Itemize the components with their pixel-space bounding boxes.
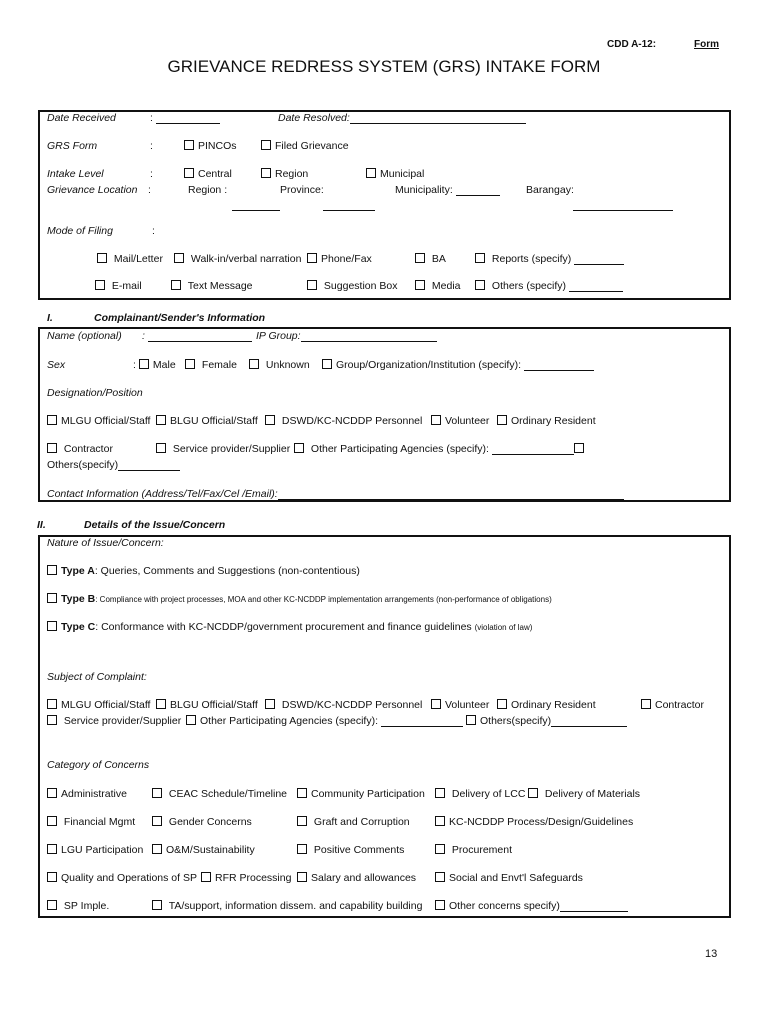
sex-group[interactable]: Group/Organization/Institution (specify): (322, 359, 594, 371)
location-barangay: Barangay: (526, 184, 574, 196)
checkbox[interactable] (156, 699, 166, 709)
checkbox[interactable] (322, 359, 332, 369)
category-graft[interactable]: Graft and Corruption (297, 816, 410, 828)
checkbox[interactable] (431, 415, 441, 425)
category-om[interactable]: O&M/Sustainability (152, 844, 255, 856)
checkbox[interactable] (184, 168, 194, 178)
mode-phone-fax[interactable]: Phone/Fax (307, 253, 372, 265)
checkbox[interactable] (249, 359, 259, 369)
checkbox[interactable] (47, 621, 57, 631)
sex-label: Sex (47, 359, 66, 371)
mode-reports[interactable]: Reports (specify) (475, 253, 624, 265)
section-2-number: II. (37, 519, 46, 531)
category-delivery-materials[interactable]: Delivery of Materials (528, 788, 640, 800)
category-administrative[interactable]: Administrative (47, 788, 127, 800)
subject-blgu[interactable]: BLGU Official/Staff (156, 699, 258, 711)
form-code: CDD A-12: (607, 39, 657, 50)
name-field[interactable]: : (142, 330, 252, 342)
intake-level-label: Intake Level (47, 168, 104, 180)
checkbox[interactable] (294, 443, 304, 453)
checkbox[interactable] (184, 140, 194, 150)
checkbox[interactable] (261, 168, 271, 178)
ip-group-label: IP Group: (256, 330, 437, 342)
checkbox[interactable] (47, 699, 57, 709)
barangay-field[interactable] (573, 199, 673, 211)
category-positive-comments[interactable]: Positive Comments (297, 844, 404, 856)
designation-contractor[interactable]: Contractor (47, 443, 113, 455)
section-2-heading: Details of the Issue/Concern (84, 519, 226, 531)
checkbox[interactable] (185, 359, 195, 369)
location-province: Province: (280, 184, 324, 196)
name-label: Name (optional) (47, 330, 122, 342)
section-1-heading: Complainant/Sender's Information (94, 312, 266, 324)
checkbox[interactable] (186, 715, 196, 725)
mode-others[interactable]: Others (specify) (475, 280, 623, 292)
checkbox[interactable] (139, 359, 149, 369)
category-kc-process[interactable]: KC-NCDDP Process/Design/Guidelines (435, 816, 633, 828)
mode-suggestion-box[interactable]: Suggestion Box (307, 280, 397, 292)
mode-text-message[interactable]: Text Message (171, 280, 253, 292)
checkbox[interactable] (47, 593, 57, 603)
location-municipality: Municipality: (395, 184, 500, 196)
central-option[interactable]: Central (184, 168, 232, 180)
designation-volunteer[interactable]: Volunteer (431, 415, 489, 427)
checkbox[interactable] (156, 415, 166, 425)
checkbox[interactable] (641, 699, 651, 709)
designation-others-checkbox[interactable] (574, 443, 588, 455)
form-label: Form (694, 39, 719, 50)
subject-other-agencies[interactable]: Other Participating Agencies (specify): (186, 715, 463, 727)
region-option[interactable]: Region (261, 168, 308, 180)
designation-service-provider[interactable]: Service provider/Supplier (156, 443, 290, 455)
location-region: Region : (188, 184, 228, 196)
category-rfr[interactable]: RFR Processing (201, 872, 291, 884)
category-safeguards[interactable]: Social and Envt'l Safeguards (435, 872, 583, 884)
designation-dswd[interactable]: DSWD/KC-NCDDP Personnel (265, 415, 422, 427)
date-received-label: Date Received (47, 112, 116, 124)
subject-dswd[interactable]: DSWD/KC-NCDDP Personnel (265, 699, 422, 711)
date-received-field[interactable]: : (150, 112, 220, 124)
subject-label: Subject of Complaint: (47, 671, 147, 683)
checkbox[interactable] (265, 415, 275, 425)
checkbox[interactable] (47, 443, 57, 453)
designation-blgu[interactable]: BLGU Official/Staff (156, 415, 258, 427)
category-gender[interactable]: Gender Concerns (152, 816, 252, 828)
checkbox[interactable] (152, 844, 162, 854)
section-1-number: I. (47, 312, 53, 324)
checkbox[interactable] (47, 565, 57, 575)
checkbox[interactable] (297, 844, 307, 854)
nature-label: Nature of Issue/Concern: (47, 537, 164, 549)
type-b-option[interactable]: Type B: Compliance with project processes, MOA and other KC-NCDDP implementation arrangements (non-performance of obligations) (47, 593, 552, 605)
checkbox[interactable] (95, 280, 105, 290)
checkbox[interactable] (431, 699, 441, 709)
mode-walk-in[interactable]: Walk-in/verbal narration (174, 253, 301, 265)
checkbox[interactable] (366, 168, 376, 178)
designation-label: Designation/Position (47, 387, 143, 399)
category-label: Category of Concerns (47, 759, 150, 771)
sex-male[interactable]: : Male (133, 359, 176, 371)
checkbox[interactable] (47, 872, 57, 882)
category-lgu[interactable]: LGU Participation (47, 844, 143, 856)
category-procurement[interactable]: Procurement (435, 844, 512, 856)
region-field[interactable] (232, 199, 280, 211)
checkbox[interactable] (47, 900, 57, 910)
grs-form-label: GRS Form (47, 140, 98, 152)
grievance-location-label: Grievance Location (47, 184, 138, 196)
checkbox[interactable] (435, 788, 445, 798)
checkbox[interactable] (307, 253, 317, 263)
sex-female[interactable]: Female (185, 359, 237, 371)
subject-contractor[interactable]: Contractor (641, 699, 704, 711)
category-quality-sp[interactable]: Quality and Operations of SP (47, 872, 197, 884)
filed-grievance-option[interactable]: Filed Grievance (261, 140, 349, 152)
checkbox[interactable] (152, 816, 162, 826)
checkbox[interactable] (174, 253, 184, 263)
sex-unknown[interactable]: Unknown (249, 359, 310, 371)
designation-mlgu[interactable]: MLGU Official/Staff (47, 415, 150, 427)
category-community-participation[interactable]: Community Participation (297, 788, 425, 800)
checkbox[interactable] (435, 844, 445, 854)
mode-email[interactable]: E-mail (95, 280, 142, 292)
checkbox[interactable] (47, 715, 57, 725)
checkbox[interactable] (47, 816, 57, 826)
checkbox[interactable] (415, 253, 425, 263)
municipal-option[interactable]: Municipal (366, 168, 424, 180)
category-other-concerns[interactable]: Other concerns specify) (435, 900, 628, 912)
checkbox[interactable] (156, 443, 166, 453)
category-salary[interactable]: Salary and allowances (297, 872, 416, 884)
subject-service-provider[interactable]: Service provider/Supplier (47, 715, 181, 727)
contact-label: Contact Information (Address/Tel/Fax/Cel /Email): (47, 488, 624, 500)
page-title: GRIEVANCE REDRESS SYSTEM (GRS) INTAKE FORM (167, 57, 601, 76)
page-number: 13 (705, 948, 718, 960)
designation-others[interactable]: Others(specify) (47, 459, 180, 471)
province-field[interactable] (323, 199, 375, 211)
type-a-option[interactable]: Type A: Queries, Comments and Suggestions (non-contentious) (47, 565, 360, 577)
checkbox[interactable] (47, 788, 57, 798)
mode-ba[interactable]: BA (415, 253, 446, 265)
subject-others[interactable]: Others(specify) (466, 715, 627, 727)
checkbox[interactable] (97, 253, 107, 263)
subject-mlgu[interactable]: MLGU Official/Staff (47, 699, 150, 711)
checkbox[interactable] (528, 788, 538, 798)
category-delivery-lcc[interactable]: Delivery of LCC (435, 788, 525, 800)
type-c-option[interactable]: Type C: Conformance with KC-NCDDP/government procurement and finance guidelines (violation of law) (47, 621, 532, 633)
category-ceac[interactable]: CEAC Schedule/Timeline (152, 788, 287, 800)
checkbox[interactable] (171, 280, 181, 290)
checkbox[interactable] (265, 699, 275, 709)
mode-mail-letter[interactable]: Mail/Letter (97, 253, 163, 265)
category-sp-imple[interactable]: SP Imple. (47, 900, 109, 912)
checkbox[interactable] (435, 816, 445, 826)
checkbox[interactable] (497, 415, 507, 425)
checkbox[interactable] (47, 415, 57, 425)
category-ta-support[interactable]: TA/support, information dissem. and capability building (152, 900, 422, 912)
checkbox[interactable] (297, 788, 307, 798)
checkbox[interactable] (152, 900, 162, 910)
subject-volunteer[interactable]: Volunteer (431, 699, 489, 711)
checkbox[interactable] (297, 816, 307, 826)
checkbox[interactable] (475, 253, 485, 263)
subject-ordinary-resident[interactable]: Ordinary Resident (497, 699, 596, 711)
checkbox[interactable] (415, 280, 425, 290)
checkbox[interactable] (475, 280, 485, 290)
checkbox[interactable] (574, 443, 584, 453)
designation-other-agencies[interactable]: Other Participating Agencies (specify): (294, 443, 574, 455)
mode-media[interactable]: Media (415, 280, 461, 292)
checkbox[interactable] (261, 140, 271, 150)
checkbox[interactable] (435, 900, 445, 910)
checkbox[interactable] (47, 844, 57, 854)
checkbox[interactable] (152, 788, 162, 798)
designation-ordinary-resident[interactable]: Ordinary Resident (497, 415, 596, 427)
date-resolved-label: Date Resolved: (278, 112, 526, 124)
category-financial[interactable]: Financial Mgmt (47, 816, 135, 828)
checkbox[interactable] (466, 715, 476, 725)
checkbox[interactable] (297, 872, 307, 882)
checkbox[interactable] (201, 872, 211, 882)
mode-of-filing-label: Mode of Filing (47, 225, 113, 237)
checkbox[interactable] (497, 699, 507, 709)
pincos-option[interactable]: PINCOs (184, 140, 237, 152)
checkbox[interactable] (435, 872, 445, 882)
checkbox[interactable] (307, 280, 317, 290)
